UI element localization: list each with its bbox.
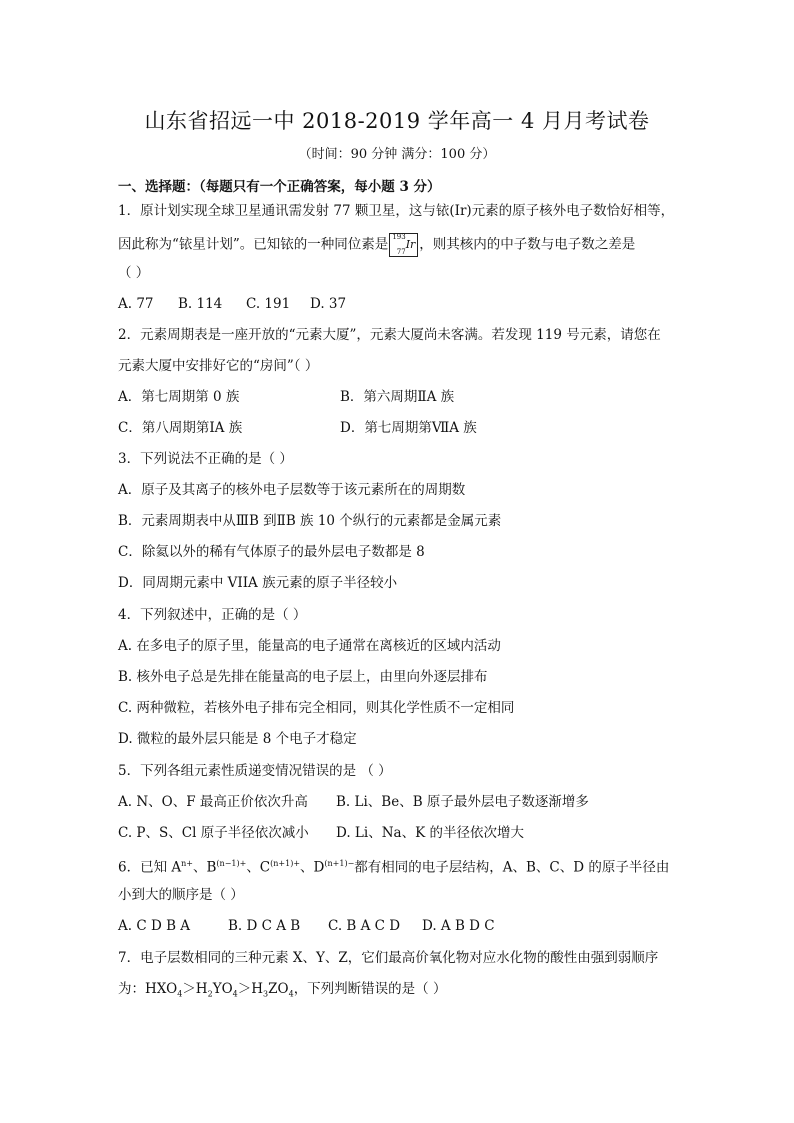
q5-option-d: D. Li、Na、K 的半径依次增大 xyxy=(336,825,524,841)
q4-option-b: B. 核外电子总是先排在能量高的电子层上，由里向外逐层排布 xyxy=(118,669,488,685)
q1-option-c: C. 191 xyxy=(246,296,291,312)
q6-option-c: C. B A C D xyxy=(328,918,401,934)
q7-part5: ZO xyxy=(268,981,289,997)
q1-line3: （ ） xyxy=(118,265,150,281)
q2-line1: 2．元素周期表是一座开放的“元素大厦”，元素大厦尚未客满。若发现 119 号元素，请您在 xyxy=(118,327,661,343)
q2-option-c: C．第八周期第ⅠA 族 xyxy=(118,420,243,436)
q3-option-b: B．元素周期表中从ⅢB 到ⅡB 族 10 个纵行的元素都是金属元素 xyxy=(118,513,502,529)
q4-stem: 4．下列叙述中，正确的是（ ） xyxy=(118,607,307,623)
q7-sub4: 3 xyxy=(263,989,269,999)
exam-subtitle: （时间：90 分钟 满分：100 分） xyxy=(298,147,496,162)
q7-sub5: 4 xyxy=(288,989,294,999)
ion-charge-c: (n+1)+ xyxy=(270,859,301,868)
q6-line1 xyxy=(118,855,669,877)
q4-option-a: A. 在多电子的原子里，能量高的电子通常在离核近的区域内活动 xyxy=(118,638,501,654)
iso-symbol: Ir xyxy=(405,237,416,251)
q1-line2 xyxy=(118,233,635,257)
ion-charge-d: (n+1)− xyxy=(324,859,355,868)
q3-option-c: C．除氦以外的稀有气体原子的最外层电子数都是 8 xyxy=(118,544,425,560)
q5-option-a: A. N、O、F 最高正价依次升高 xyxy=(118,794,308,810)
q3-stem: 3．下列说法不正确的是（ ） xyxy=(118,451,293,467)
q2-line2: 元素大厦中安排好它的“房间”（ ） xyxy=(118,358,319,374)
q6-line2: 小到大的顺序是（ ） xyxy=(118,887,244,903)
q7-part4: ＞H xyxy=(237,981,264,997)
q1-option-b: B. 114 xyxy=(178,296,223,312)
q1-line1: 1．原计划实现全球卫星通讯需发射 77 颗卫星，这与铱(Ir)元素的原子核外电子数恰好相等， xyxy=(118,203,675,219)
q7-part2: ＞H xyxy=(182,981,208,997)
q7-sub1: 4 xyxy=(177,989,183,999)
q5-stem: 5．下列各组元素性质递变情况错误的是 （ ） xyxy=(118,763,392,779)
q6-d-label: 、D xyxy=(300,859,325,876)
q1-option-d: D. 37 xyxy=(310,296,347,312)
q6-b-label: 、B xyxy=(193,859,217,876)
section-heading: 一、选择题：（每题只有一个正确答案，每小题 3 分） xyxy=(118,179,441,195)
iso-number: 77 xyxy=(396,247,406,256)
iridium-isotope-symbol xyxy=(389,233,418,257)
q4-option-d: D. 微粒的最外层只能是 8 个电子才稳定 xyxy=(118,731,357,747)
q3-option-d: D．同周期元素中 VIIA 族元素的原子半径较小 xyxy=(118,575,398,591)
q5-option-c: C. P、S、Cl 原子半径依次减小 xyxy=(118,825,309,841)
q4-option-c: C. 两种微粒，若核外电子排布完全相同，则其化学性质不一定相同 xyxy=(118,700,515,716)
ion-charge-a: n+ xyxy=(181,859,193,868)
q2-option-b: B．第六周期ⅡA 族 xyxy=(340,389,455,405)
q3-option-a: A．原子及其离子的核外电子层数等于该元素所在的周期数 xyxy=(118,482,466,498)
q6-option-d: D. A B D C xyxy=(422,918,495,934)
q1-line2b: ，则其核内的中子数与电子数之差是 xyxy=(419,236,636,253)
q5-option-b: B. Li、Be、B 原子最外层电子数逐渐增多 xyxy=(336,794,589,810)
ion-charge-b: (n−1)+ xyxy=(216,859,247,868)
q2-option-a: A．第七周期第 0 族 xyxy=(118,389,240,405)
q7-sub3: 4 xyxy=(232,989,238,999)
iso-mass: 193 xyxy=(392,233,406,241)
q6-option-b: B. D C A B xyxy=(228,918,301,934)
q6-suffix: 都有相同的电子层结构，A、B、C、D 的原子半径由 xyxy=(354,859,670,876)
q7-sub2: 2 xyxy=(207,989,213,999)
q7-line1: 7．电子层数相同的三种元素 X、Y、Z，它们最高价氧化物对应水化物的酸性由强到弱顺序 xyxy=(118,950,659,966)
q6-option-a: A. C D B A xyxy=(118,918,191,934)
exam-title: 山东省招远一中 2018-2019 学年高一 4 月月考试卷 xyxy=(144,109,650,133)
q6-c-label: 、C xyxy=(246,859,271,876)
q7-line2 xyxy=(118,980,446,1004)
q1-line2a: 因此称为“铱星计划”。已知铱的一种同位素是 xyxy=(118,236,389,253)
q7-part6: ，下列判断错误的是（ ） xyxy=(293,981,447,997)
q1-option-a: A. 77 xyxy=(118,296,154,312)
q2-option-d: D．第七周期第ⅦA 族 xyxy=(340,420,477,436)
q7-part3: YO xyxy=(212,981,233,997)
q7-part1: 为：HXO xyxy=(118,981,178,997)
q6-prefix: 6．已知 A xyxy=(118,859,182,876)
